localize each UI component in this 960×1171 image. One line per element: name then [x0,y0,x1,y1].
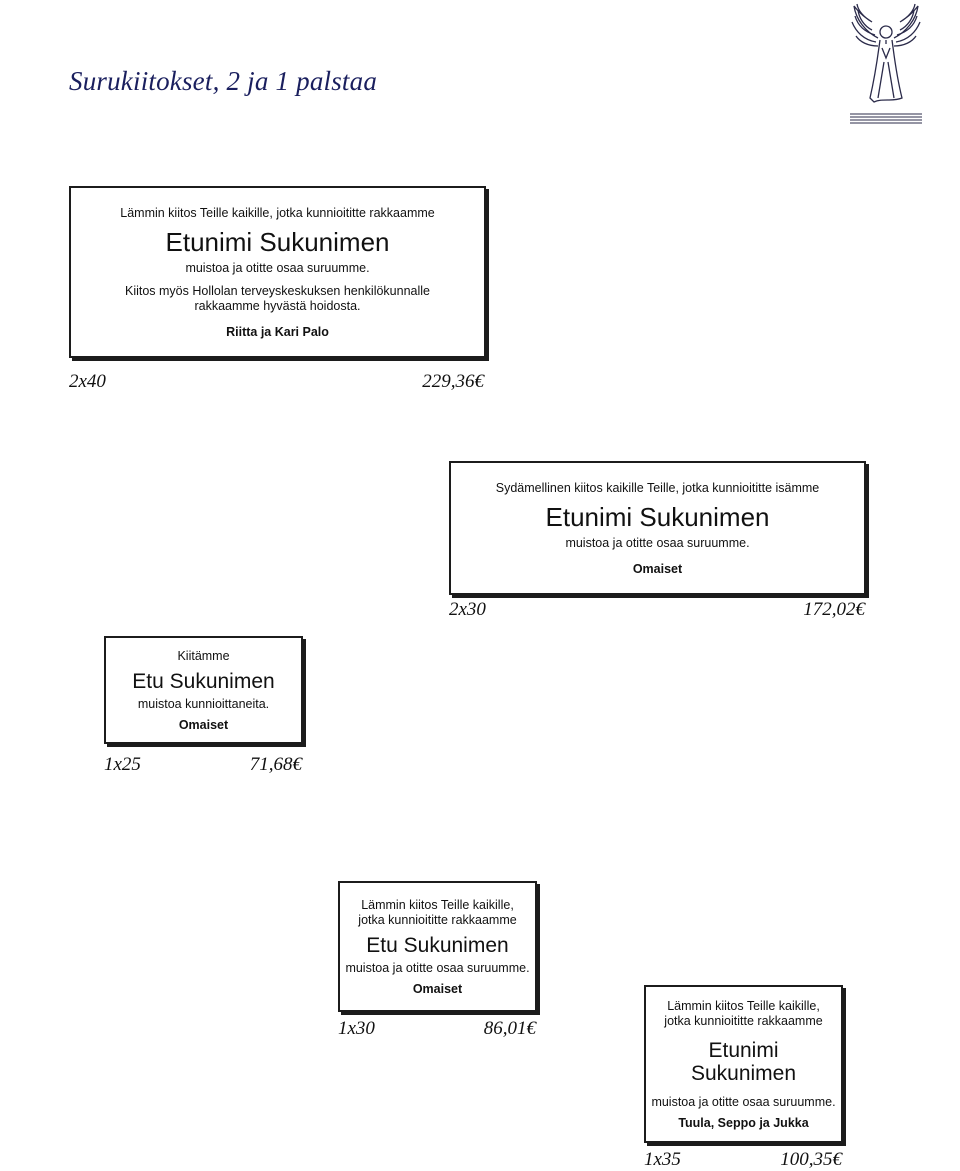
ad-extra-thanks: Kiitos myös Hollolan terveyskeskuksen henkilökunnalle rakkaamme hyvästä hoidosta. [124,283,430,313]
ad-signature: Riitta ja Kari Palo [226,324,329,339]
ad-box-2x40 [69,186,486,358]
deceased-name: Etunimi Sukunimen [690,1038,797,1085]
ad-body-text: muistoa ja otitte osaa suruumme. [345,960,530,975]
ad-price: 86,01€ [483,1018,536,1039]
ad-signature: Omaiset [178,717,229,732]
ad-price: 172,02€ [803,599,865,620]
page-title: Surukiitokset, 2 ja 1 palstaa [69,66,378,96]
ad-lead-text: Lämmin kiitos Teille kaikille, jotka kunnioititte rakkaamme [664,998,823,1028]
ad-body-text: muistoa kunnioittaneita. [137,696,270,711]
ad-price: 71,68€ [249,754,302,775]
price-row [449,599,865,621]
ad-body-text: muistoa ja otitte osaa suruumme. [185,260,370,275]
ad-size: 1x30 [338,1018,375,1039]
price-row [338,1018,536,1040]
deceased-name: Etunimi Sukunimen [165,226,390,257]
ad-price: 229,36€ [422,371,484,392]
ad-lead-text: Sydämellinen kiitos kaikille Teille, jotka kunnioititte isämme [495,480,820,495]
ad-signature: Tuula, Seppo ja Jukka [678,1115,809,1130]
ad-lead-text: Kiitämme [177,648,230,663]
ad-body-text: muistoa ja otitte osaa suruumme. [651,1094,836,1109]
ad-size: 1x25 [104,754,141,775]
ad-box-1x30 [338,881,537,1012]
ad-lead-text: Lämmin kiitos Teille kaikille, jotka kunnioititte rakkaamme [358,897,517,927]
ad-box-1x25 [104,636,303,744]
ad-size: 1x35 [644,1149,681,1170]
ad-box-1x35 [644,985,843,1143]
price-row [69,371,484,393]
price-row [644,1149,842,1171]
angel-logo-icon [848,2,924,126]
ad-size: 2x30 [449,599,486,620]
ad-body-text: muistoa ja otitte osaa suruumme. [565,535,750,550]
ad-size: 2x40 [69,371,106,392]
price-row [104,754,302,776]
ad-signature: Omaiset [632,561,683,576]
deceased-name: Etu Sukunimen [366,933,509,957]
ad-price: 100,35€ [780,1149,842,1170]
deceased-name: Etunimi Sukunimen [545,501,770,532]
ad-lead-text: Lämmin kiitos Teille kaikille, jotka kunnioititte rakkaamme [120,205,435,220]
deceased-name: Etu Sukunimen [132,669,275,693]
ad-signature: Omaiset [412,981,463,996]
ad-box-2x30 [449,461,866,595]
